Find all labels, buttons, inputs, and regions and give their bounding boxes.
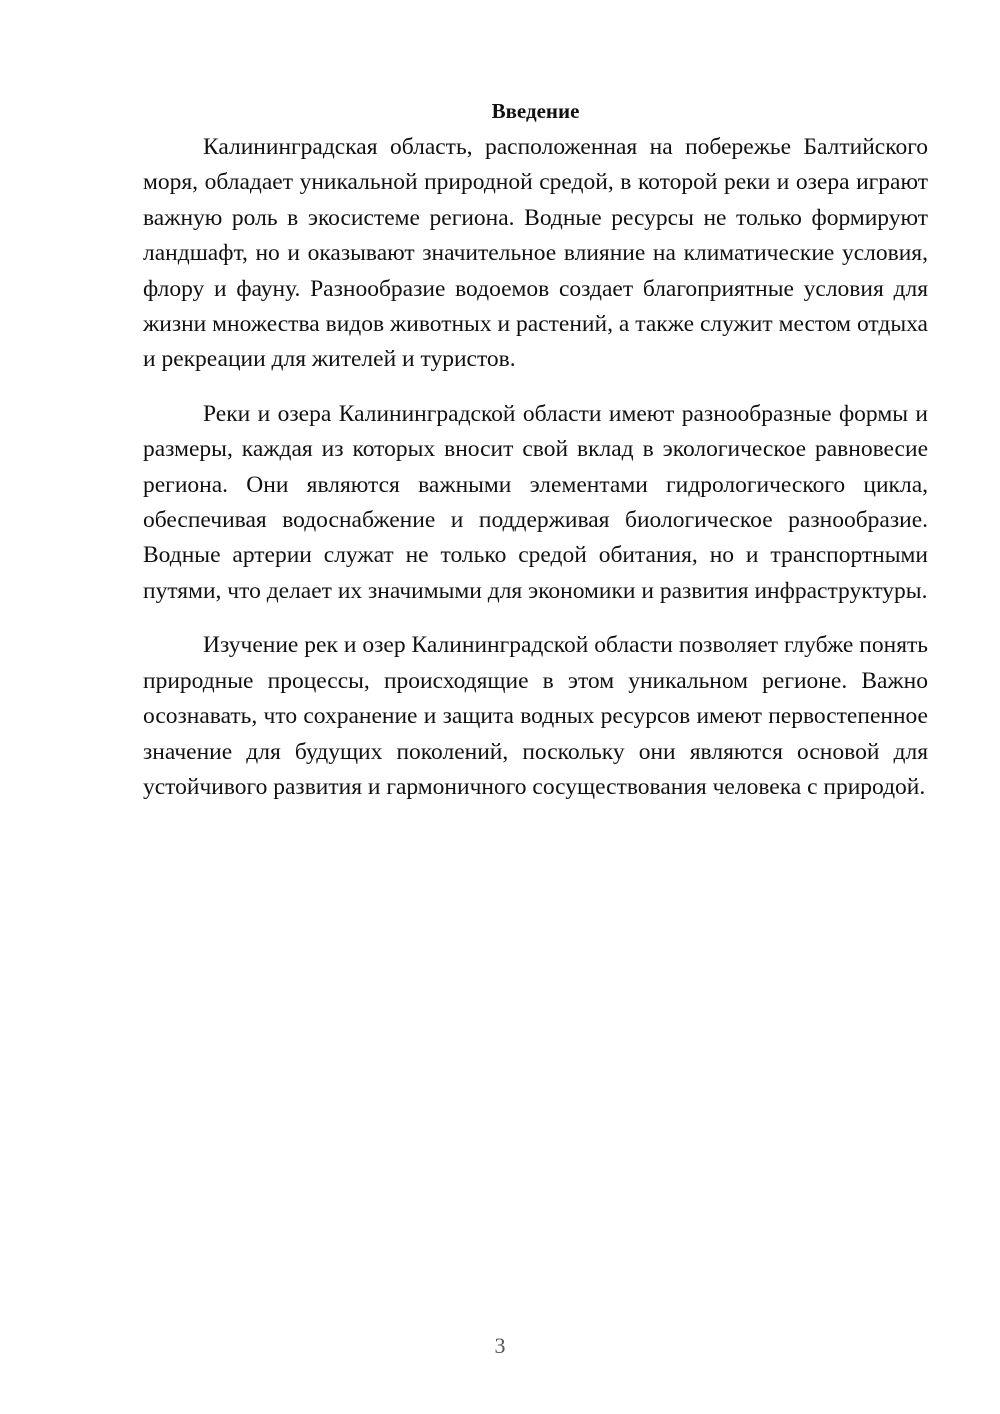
paragraph-1: Калининградская область, расположенная на побережье Балтийского моря, обладает уникальной природной средой, в которой реки и озера играют важную роль в экосистеме региона. Водные ресурсы не только формируют ландшафт, но и оказывают значительное влияние на климатические условия, флору и фауну. Разнообразие водоемов создает благоприятные условия для жизни множества видов животных и растений, а также служит местом отдыха и рекреации для жителей и туристов. [143, 134, 928, 373]
page-content [143, 96, 928, 824]
paragraph-3: Изучение рек и озер Калининградской области позволяет глубже понять природные процессы, происходящие в этом уникальном регионе. Важно осознавать, что сохранение и защита водных ресурсов имеют первостепенное значение для будущих поколений, поскольку они являются основой для устойчивого развития и гармоничного сосуществования человека с природой. [143, 632, 928, 800]
paragraph-2: Реки и озера Калининградской области имеют разнообразные формы и размеры, каждая из которых вносит свой вклад в экологическое равновесие региона. Они являются важными элементами гидрологического цикла, обеспечивая водоснабжение и поддерживая биологическое разнообразие. Водные артерии служат не только средой обитания, но и транспортными путями, что делает их значимыми для экономики и развития инфраструктуры. [143, 400, 928, 604]
page-number: 3 [494, 1333, 506, 1358]
section-title: Введение [491, 99, 580, 123]
